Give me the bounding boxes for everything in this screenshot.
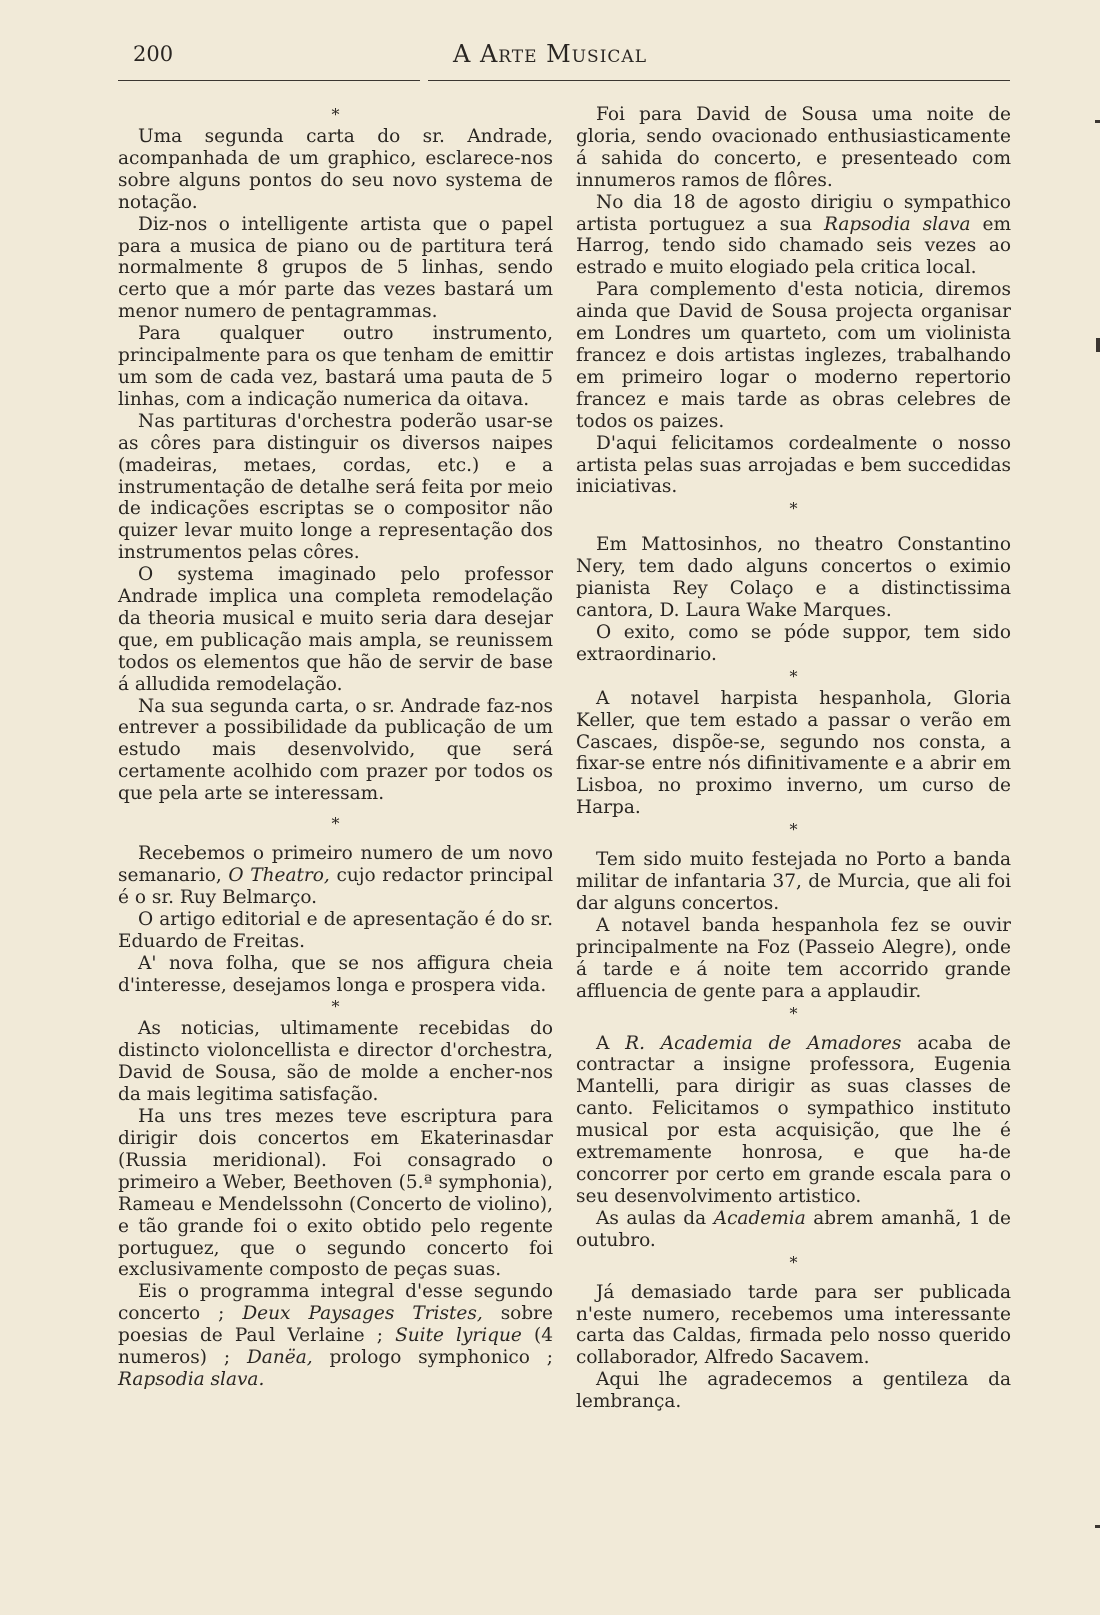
page-edge-mark [1095,120,1100,123]
page-edge-mark [1095,1525,1100,1528]
paragraph: As aulas da Academia abrem amanhã, 1 de outubro. [576,1207,1011,1251]
paragraph: A R. Academia de Amadores acaba de contractar a insigne professora, Eugenia Mantelli, para dirigir as suas classes de canto. Felicitamos o sympathico instituto musical por esta acquisição, que lhe é extremamente honrosa, e que ha-de concorrer por certo em grande escala para o seu desenvolvimento artistico. [576,1032,1011,1207]
paragraph: No dia 18 de agosto dirigiu o sympathico artista portuguez a sua Rapsodia slava em Harrog, tendo sido chamado seis vezes ao estrado e muito elogiado pela critica local. [576,191,1012,279]
section-separator: * [789,1003,798,1023]
paragraph: Diz-nos o intelligente artista que o papel para a musica de piano ou de partitura terá normalmente 8 grupos de 5 linhas, sendo certo que a mór parte das vezes bastará um menor numero de pentagrammas. [118,213,553,323]
paragraph: Aqui lhe agradecemos a gentileza da lembrança. [576,1369,1011,1413]
page-edge-mark [1096,338,1100,352]
paragraph: O systema imaginado pelo professor Andrade implica una completa remodelação da theoria musical e muito seria dara desejar que, em publicação mais ampla, se reunissem todos os elementos que hão de servir de base á alludida remodelação. [118,564,553,695]
paragraph: Na sua segunda carta, o sr. Andrade faz-nos entrever a possibilidade da publicação de um estudo mais desenvolvido, que será certamente acolhido com prazer por todos os que pela arte se interessam. [118,695,553,805]
section-separator: * [331,997,340,1017]
periodical-title: O Theatro, [228,865,330,886]
section-separator: * [789,1252,798,1272]
paragraph: Para complemento d'esta noticia, diremos ainda que David de Sousa projecta organisar em Londres um quarteto, com um violinista francez e dois artistas inglezes, trabalhando em primeiro logar o moderno repertorio francez e mais tarde as obras celebres de todos os paizes. [576,279,1011,432]
header-rule-right [428,80,1010,81]
paragraph: Em Mattosinhos, no theatro Constantino Nery, tem dado alguns concertos o eximio pianista Rey Colaço e a distinctissima cantora, D. Laura Wake Marques. [576,534,1011,622]
work-title: Suite lyrique [395,1325,522,1347]
left-column [118,104,553,1391]
paragraph: As noticias, ultimamente recebidas do distincto violoncellista e director d'orchestra, David de Sousa, são de molde a encher-nos da mais legitima satisfação. [118,1018,553,1106]
paragraph: O exito, como se póde suppor, tem sido extraordinario. [576,621,1011,665]
institution-name: Academia [713,1207,806,1229]
paragraph: Recebemos o primeiro numero de um novo semanario, O Theatro, cujo redactor principal é o sr. Ruy Belmarço. [118,843,553,908]
paragraph: A' nova folha, que se nos affigura cheia d'interesse, desejamos longa e prospera vida. [118,952,553,996]
paragraph: Foi para David de Sousa uma noite de gloria, sendo ovacionado enthusiasticamente á sahida do concerto, e presenteado com innumeros ramos de flôres. [576,104,1011,191]
institution-name: R. Academia de Amadores [625,1032,902,1054]
paragraph: A notavel harpista hespanhola, Gloria Keller, que tem estado a passar o verão em Cascaes, dispõe-se, segundo nos consta, a fixar-se entre nós difinitivamente e a abrir em Lisboa, no proximo inverno, um curso de Harpa. [576,687,1011,819]
paragraph: A notavel banda hespanhola fez se ouvir principalmente na Foz (Passeio Alegre), onde á tarde e á noite tem accorrido grande affluencia de gente para a applaudir. [576,914,1011,1002]
paragraph: Tem sido muito festejada no Porto a banda militar de infantaria 37, de Murcia, que ali foi dar alguns concertos. [576,849,1011,914]
paragraph: Nas partituras d'orchestra poderão usar-se as côres para distinguir os diversos naipes (madeiras, metaes, cordas, etc.) e a instrumentação de detalhe será feita por meio de indicações escriptas se o compositor não quizer levar muito longe a representação dos instrumentos pelas côres. [118,410,553,564]
section-separator: * [331,105,340,124]
running-title: A Arte Musical [452,40,647,68]
section-separator: * [789,666,798,686]
section-separator: * [789,499,798,519]
header-rule-left [118,80,420,81]
paragraph: O artigo editorial e de apresentação é do sr. Eduardo de Freitas. [118,908,553,952]
section-separator: * [789,820,798,840]
paragraph: Para qualquer outro instrumento, principalmente para os que tenham de emittir um som de cada vez, bastará uma pauta de 5 linhas, com a indicação numerica da oitava. [118,323,553,410]
page-number: 200 [133,42,174,66]
paragraph: Ha uns tres mezes teve escriptura para dirigir dois concertos em Ekaterinasdar (Russia meridional). Foi consagrado o primeiro a Weber, Beethoven (5.ª symphonia), Rameau e Mendelssohn (Concerto de violino), e tão grande foi o exito obtido pelo regente portuguez, que o segundo concerto foi exclusivamente composto de peças suas. [118,1106,553,1281]
paragraph: Uma segunda carta do sr. Andrade, acompanhada de um graphico, esclarece-nos sobre alguns pontos do seu novo systema de notação. [118,126,553,213]
work-title: Rapsodia slava [824,213,971,235]
paragraph: Eis o programma integral d'esse segundo concerto ; Deux Paysages Tristes, sobre poesias de Paul Verlaine ; Suite lyrique (4 numeros) ; Danëa, prologo symphonico ; Rapsodia slava. [118,1281,553,1390]
work-title: Rapsodia slava. [118,1368,265,1390]
section-separator: * [331,814,340,834]
paragraph: D'aqui felicitamos cordealmente o nosso artista pelas suas arrojadas e bem succedidas iniciativas. [576,432,1011,498]
work-title: Deux Paysages Tristes, [242,1303,483,1325]
work-title: Danëa, [246,1347,313,1369]
right-column [576,104,1011,1413]
paragraph: Já demasiado tarde para ser publicada n'este numero, recebemos uma interessante carta das Caldas, firmada pelo nosso querido collaborador, Alfredo Sacavem. [576,1281,1011,1369]
